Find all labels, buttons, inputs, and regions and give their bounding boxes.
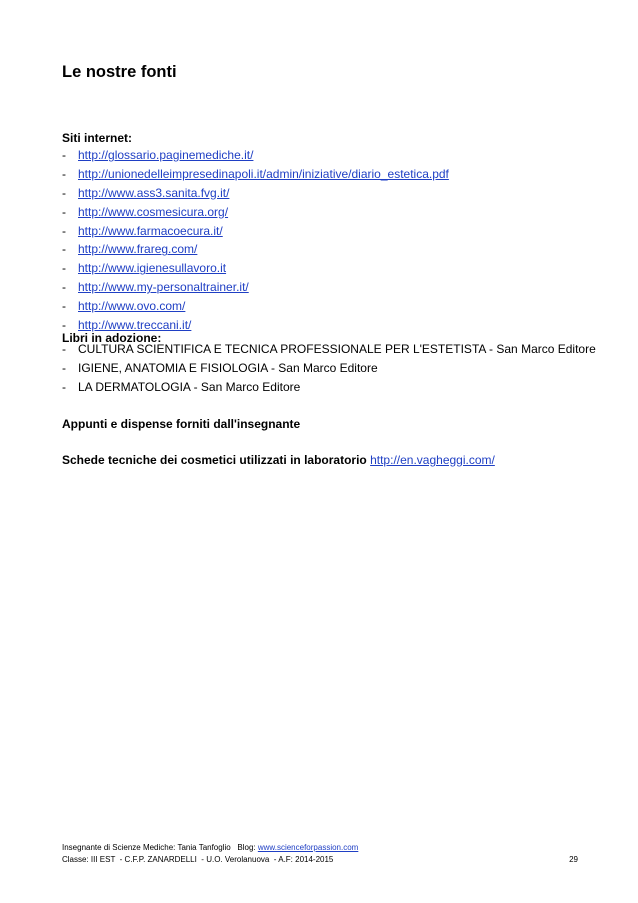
books-title: Libri in adozione: bbox=[62, 331, 162, 345]
list-item bbox=[62, 240, 449, 259]
list-item bbox=[62, 146, 449, 165]
sheets-line bbox=[62, 452, 495, 468]
list-dash: - bbox=[62, 261, 66, 276]
page-heading: Le nostre fonti bbox=[62, 63, 177, 81]
page-number: 29 bbox=[569, 855, 578, 864]
list-item bbox=[62, 165, 449, 184]
blog-link[interactable]: www.scienceforpassion.com bbox=[257, 843, 359, 852]
list-dash: - bbox=[62, 299, 66, 314]
list-dash: - bbox=[62, 280, 66, 295]
book-entry: LA DERMATOLOGIA - San Marco Editore bbox=[78, 379, 301, 394]
list-dash: - bbox=[62, 360, 66, 375]
list-dash: - bbox=[62, 379, 66, 394]
list-item bbox=[62, 222, 449, 241]
list-item bbox=[62, 297, 449, 316]
list-dash: - bbox=[62, 185, 66, 200]
list-dash: - bbox=[62, 318, 66, 333]
list-dash: - bbox=[62, 242, 66, 257]
sheets-label: Schede tecniche dei cosmetici utilizzati in laboratorio bbox=[62, 453, 367, 467]
footer-line-1 bbox=[62, 842, 578, 854]
website-link[interactable]: http://www.ovo.com/ bbox=[78, 299, 186, 314]
list-dash: - bbox=[62, 148, 66, 162]
website-link[interactable]: http://www.cosmesicura.org/ bbox=[78, 204, 229, 219]
sheets-link[interactable]: http://en.vagheggi.com/ bbox=[370, 453, 495, 467]
websites-title: Siti internet: bbox=[62, 131, 133, 145]
list-item bbox=[62, 378, 596, 397]
books-list bbox=[62, 340, 596, 397]
notes-title: Appunti e dispense forniti dall'insegnante bbox=[62, 417, 301, 431]
list-item bbox=[62, 259, 449, 278]
website-link[interactable]: http://www.frareg.com/ bbox=[78, 242, 198, 257]
list-dash: - bbox=[62, 166, 66, 181]
book-entry: CULTURA SCIENTIFICA E TECNICA PROFESSIONALE PER L'ESTETISTA - San Marco Editore bbox=[78, 342, 596, 356]
website-link[interactable]: http://unionedelleimpresedinapoli.it/admin/iniziative/diario_estetica.pdf bbox=[78, 166, 449, 181]
page-footer bbox=[62, 842, 578, 866]
book-entry: IGIENE, ANATOMIA E FISIOLOGIA - San Marco Editore bbox=[78, 360, 378, 375]
website-link[interactable]: http://glossario.paginemediche.it/ bbox=[78, 148, 254, 162]
list-item bbox=[62, 340, 596, 359]
list-dash: - bbox=[62, 342, 66, 356]
website-link[interactable]: http://www.igienesullavoro.it bbox=[78, 261, 227, 276]
website-link[interactable]: http://www.farmacoecura.it/ bbox=[78, 223, 223, 238]
website-link[interactable]: http://www.ass3.sanita.fvg.it/ bbox=[78, 185, 230, 200]
websites-list bbox=[62, 146, 449, 335]
list-item bbox=[62, 184, 449, 203]
list-dash: - bbox=[62, 204, 66, 219]
footer-author: Insegnante di Scienze Mediche: Tania Tanfoglio Blog: bbox=[62, 843, 258, 852]
website-link[interactable]: http://www.my-personaltrainer.it/ bbox=[78, 280, 249, 295]
list-item bbox=[62, 359, 596, 378]
list-item bbox=[62, 203, 449, 222]
footer-class-info: Classe: III EST - C.F.P. ZANARDELLI - U.O. Verolanuova - A.F: 2014-2015 bbox=[62, 855, 334, 864]
list-dash: - bbox=[62, 223, 66, 238]
footer-line-2 bbox=[62, 854, 578, 866]
list-item bbox=[62, 278, 449, 297]
website-link[interactable]: http://www.treccani.it/ bbox=[78, 318, 192, 333]
